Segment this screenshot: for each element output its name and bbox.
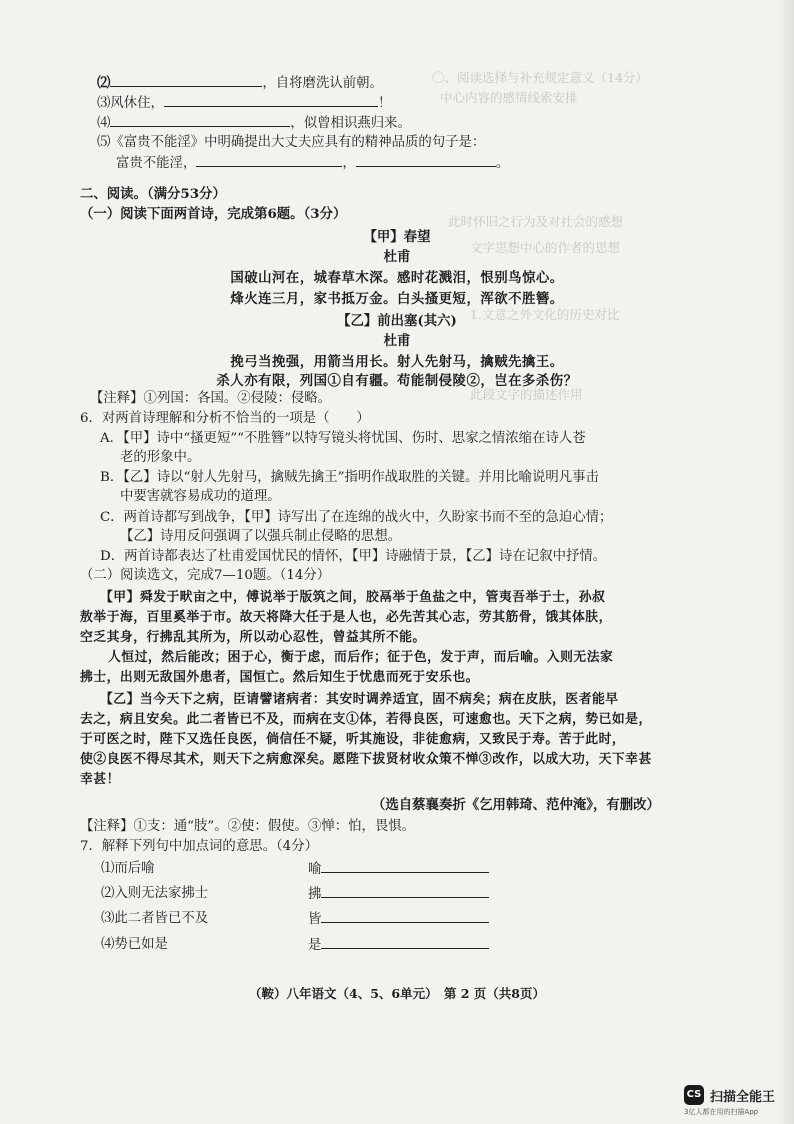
question-7: 7．解释下列句中加点词的意思。（4分） xyxy=(80,839,318,854)
q7-sentence: ⑷势已如是 xyxy=(101,937,168,952)
poem-text: ，似曾相识燕归来。 xyxy=(290,116,411,131)
recite-q3 xyxy=(97,94,391,112)
q7-answer xyxy=(308,936,489,954)
poem-b-line: 挽弓当挽强，用箭当用长。射人先射马，擒贼先擒王。 xyxy=(230,354,564,370)
note: 【注释】①列国：各国。②侵陵：侵略。 xyxy=(90,391,332,406)
watermark-slogan: 3亿人都在用的扫描App xyxy=(684,1108,759,1116)
section-title: 二、阅读。（满分53分） xyxy=(80,186,226,202)
prose-b-line: 【乙】当今天下之病，臣请譬诸病者：其安时调养适宜，固不病矣；病在皮肤，医者能早 xyxy=(100,692,619,707)
option-b-cont: 中要害就容易成功的道理。 xyxy=(120,489,281,504)
answer-blank[interactable] xyxy=(321,936,489,949)
poem-text: ⑶风休住， xyxy=(97,96,164,111)
poem-a-title: 【甲】春望 xyxy=(363,229,431,245)
prose-b-line: 于可医之时，陛下又选任良医，倘信任不疑，听其施设，非徒愈病，又致民于寿。苦于此时， xyxy=(80,732,626,747)
answer-blank[interactable] xyxy=(164,94,378,107)
part2-title: （二）阅读选文，完成7—10题。（14分） xyxy=(80,568,331,583)
prose-a-line: 空乏其身，行拂乱其所为，所以动心忍性，曾益其所不能。 xyxy=(80,630,426,645)
option-c: C．两首诗都写到战争，【甲】诗写出了在连绵的战火中，久盼家书而不至的急迫心情； xyxy=(100,510,613,525)
recite-q2: ⑵ ，自将磨洗认前朝。 xyxy=(97,75,383,91)
answer-blank[interactable] xyxy=(110,114,290,127)
scanner-watermark xyxy=(684,1085,782,1117)
part1-title: （一）阅读下面两首诗，完成第6题。（3分） xyxy=(80,206,347,222)
source-citation: （选自蔡襄奏折《乞用韩琦、范仲淹》，有删改） xyxy=(372,797,660,813)
option-a-cont: 老的形象中。 xyxy=(120,450,201,465)
bleed-through-text: 文字思想中心的作者的思想 xyxy=(470,240,621,255)
answer-blank[interactable] xyxy=(321,860,489,873)
poem-text: 。 xyxy=(495,156,510,171)
q7-word: 是 xyxy=(308,938,322,953)
poem-a-line: 烽火连三月，家书抵万金。白头搔更短，浑欲不胜簪。 xyxy=(230,291,564,307)
q7-sentence: ⑶此二者皆已不及 xyxy=(101,911,209,926)
q7-word: 喻 xyxy=(308,862,322,877)
prose-a-line: 【甲】舜发于畎亩之中，傅说举于版筑之间，胶鬲举于鱼盐之中，管夷吾举于士，孙叔 xyxy=(100,590,606,605)
poem-b-line: 杀人亦有限，列国①自有疆。苟能制侵陵②，岂在多杀伤？ xyxy=(216,373,578,389)
answer-blank[interactable] xyxy=(196,154,342,167)
poem-text: ，自将磨洗认前朝。 xyxy=(262,76,383,91)
poem-a-author: 杜甫 xyxy=(383,249,411,265)
recite-q5: ⑸《富贵不能淫》中明确提出大丈夫应具有的精神品质的句子是： xyxy=(97,135,486,150)
poem-text: ！ xyxy=(377,96,392,111)
prose-a-line: 敖举于海，百里奚举于市。故天将降大任于是人也，必先苦其心志，劳其筋骨，饿其体肤， xyxy=(80,610,612,625)
option-b: B．【乙】诗以“射人先射马，擒贼先擒王”指明作战取胜的关键。并用比喻说明凡事击 xyxy=(100,470,599,485)
q7-word: 皆 xyxy=(308,912,322,927)
bleed-through-text: 此时怀旧之行为及对社会的感想 xyxy=(448,214,624,229)
poem-a-line: 国破山河在，城春草木深。感时花溅泪，恨别鸟惊心。 xyxy=(230,270,564,286)
bleed-through-text: 此段文字的描述作用 xyxy=(470,387,583,402)
q7-answer xyxy=(308,910,489,928)
prose-b-line: 去之，病且安矣。此二者皆已不及，而病在支①体，若得良医，可速愈也。天下之病，势已如是， xyxy=(80,712,652,727)
question-6: 6．对两首诗理解和分析不恰当的一项是（ ） xyxy=(80,411,370,426)
q7-word: 拂 xyxy=(308,887,322,902)
option-c-cont: 【乙】诗用反问强调了以强兵制止侵略的思想。 xyxy=(120,529,402,544)
recite-q5-answer xyxy=(116,154,509,172)
watermark-brand: 扫描全能王 xyxy=(710,1090,776,1105)
camscanner-logo-icon: CS xyxy=(684,1085,704,1105)
poem-b-author: 杜甫 xyxy=(383,333,411,349)
q7-answer xyxy=(308,885,489,903)
poem-text: ， xyxy=(342,156,356,171)
poem-b-title: 【乙】前出塞(其六) xyxy=(337,313,457,329)
poem-text: ⑷ xyxy=(97,116,111,131)
answer-blank[interactable] xyxy=(356,154,496,167)
note: 【注释】①支：通“肢”。②使：假使。③惮：怕，畏惧。 xyxy=(80,819,416,834)
prose-a-line: 人恒过，然后能改；困于心，衡于虑，而后作；征于色，发于声，而后喻。入则无法家 xyxy=(108,650,614,665)
option-d: D．两首诗都表达了杜甫爱国忧民的情怀，【甲】诗融情于景，【乙】诗在记叙中抒情。 xyxy=(100,549,607,564)
bleed-through-text: 中心内容的感情线索安排 xyxy=(440,90,578,105)
bleed-through-text: 1.文意之外文化的历史对比 xyxy=(470,307,620,322)
q7-sentence: ⑴而后喻 xyxy=(101,861,155,876)
answer-blank[interactable] xyxy=(110,74,262,87)
option-a: A．【甲】诗中“搔更短”“不胜簪”以特写镜头将忧国、伤时、思家之情浓缩在诗人苍 xyxy=(100,431,586,446)
page-footer: （鞍）八年语文（4、5、6单元） 第 2 页（共8页） xyxy=(249,986,545,1001)
poem-text: 富贵不能淫， xyxy=(116,156,197,171)
prose-b-line: 幸甚！ xyxy=(80,772,120,787)
recite-q4 xyxy=(97,114,411,132)
q7-answer xyxy=(308,860,489,878)
answer-blank[interactable] xyxy=(321,885,489,898)
prose-b-line: 使②良医不得尽其术，则天下之病愈深矣。愿陛下拔贤材收众策不惮③改作，以成大功，天下幸甚 xyxy=(80,752,652,767)
prose-a-line: 拂士，出则无敌国外患者，国恒亡。然后知生于忧患而死于安乐也。 xyxy=(80,670,479,685)
q7-sentence: ⑵入则无法家拂士 xyxy=(101,886,209,901)
bleed-through-text: 〇、阅读选择与补充规定意义（14分） xyxy=(432,70,648,85)
scan-edge-shadow xyxy=(776,0,794,1124)
answer-blank[interactable] xyxy=(321,910,489,923)
